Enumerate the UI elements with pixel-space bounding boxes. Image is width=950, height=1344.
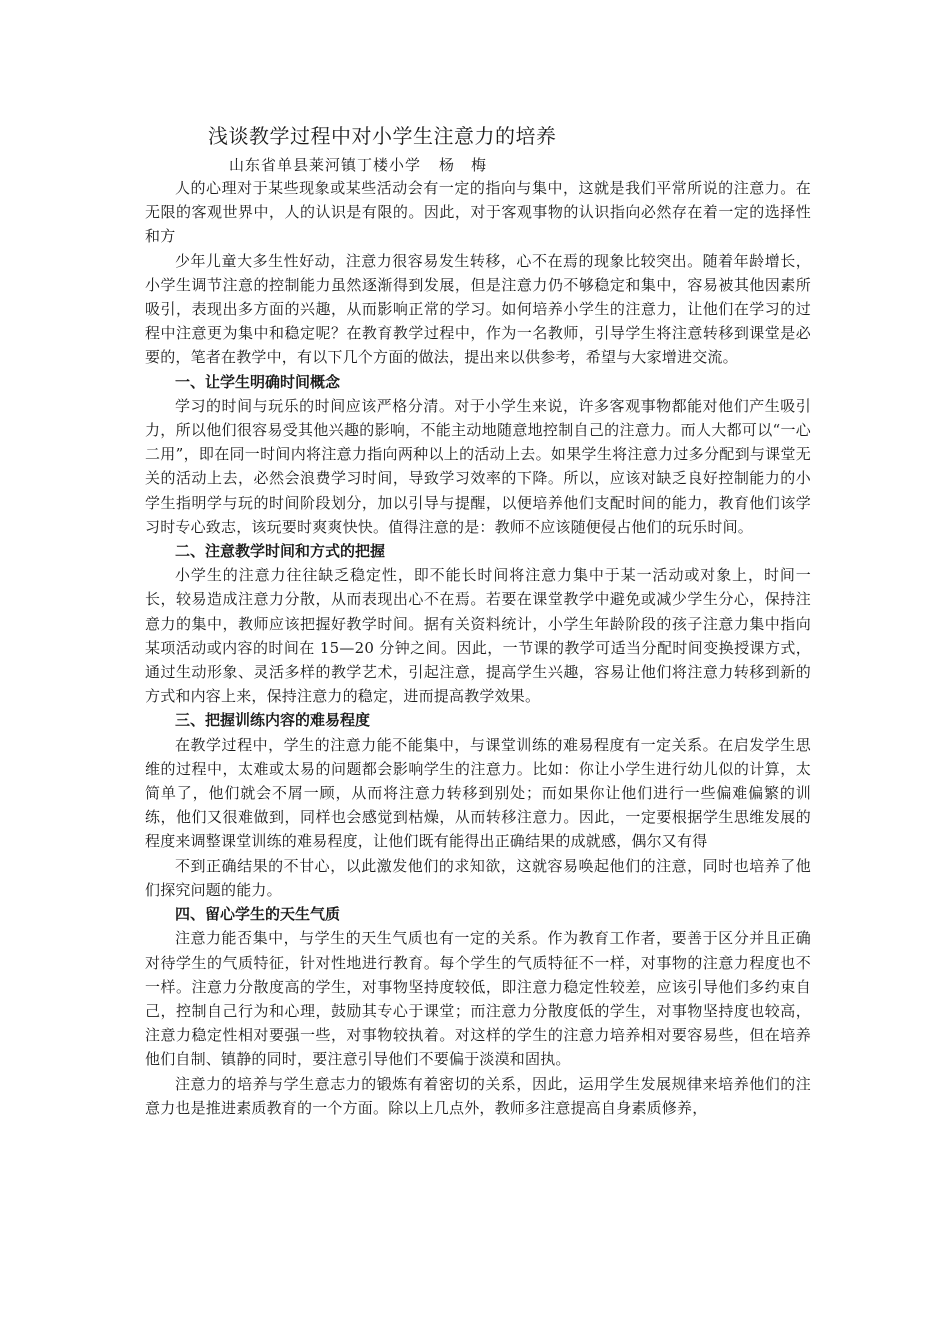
intro-paragraph: 少年儿童大多生性好动，注意力很容易发生转移，心不在焉的现象比较突出。随着年龄增长，小学生调节注意的控制能力虽然逐渐得到发展，但是注意力仍不够稳定和集中，容易被其他因素所吸引，表现出多方面的兴趣，从而影响正常的学习。如何培养小学生的注意力，让他们在学习的过程中注意更为集中和稳定呢？在教育教学过程中，作为一名教师，引导学生将注意转移到课堂是必要的，笔者在教学中，有以下几个方面的做法，提出来以供参考，希望与大家增进交流。 bbox=[145, 251, 811, 367]
section-heading: 三、把握训练内容的难易程度 bbox=[175, 711, 371, 730]
body-paragraph: 学习的时间与玩乐的时间应该严格分清。对于小学生来说，许多客观事物都能对他们产生吸引力，所以他们很容易受其他兴趣的影响，不能主动地随意地控制自己的注意力。而人大都可以“一心二用”，即在同一时间内将注意力指向两种以上的活动上去。如果学生将注意力过多分配到与课堂无关的活动上去，必然会浪费学习时间，导致学习效率的下降。所以，应该对缺乏良好控制能力的小学生指明学与玩的时间阶段划分，加以引导与提醒，以便培养他们支配时间的能力，教育他们该学习时专心致志，该玩要时爽爽快快。值得注意的是：教师不应该随便侵占他们的玩乐时间。 bbox=[145, 396, 811, 536]
body-paragraph: 小学生的注意力往往缺乏稳定性，即不能长时间将注意力集中于某一活动或对象上，时间一长，较易造成注意力分散，从而表现出心不在焉。若要在课堂教学中避免或减少学生分心，保持注意力的集中，教师应该把握好教学时间。据有关资料统计，小学生年龄阶段的孩子注意力集中指向某项活动或内容的时间在 15—20 分钟之间。因此，一节课的教学可适当分配时间变换授课方式，通过生动形象、灵活多样的教学艺术，引起注意，提高学生兴趣，容易让他们将注意力转移到新的方式和内容上来，保持注意力的稳定，进而提高教学效果。 bbox=[145, 566, 811, 706]
section-heading: 四、留心学生的天生气质 bbox=[175, 905, 341, 924]
document-title: 浅谈教学过程中对小学生注意力的培养 bbox=[208, 124, 557, 148]
document-page bbox=[145, 118, 811, 1120]
body-paragraph: 注意力的培养与学生意志力的锻炼有着密切的关系，因此，运用学生发展规律来培养他们的注意力也是推进素质教育的一个方面。除以上几点外，教师多注意提高自身素质修养， bbox=[145, 1074, 811, 1117]
author-name: 杨 梅 bbox=[439, 156, 488, 174]
author-school: 山东省单县莱河镇丁楼小学 bbox=[229, 156, 422, 174]
section-heading: 一、让学生明确时间概念 bbox=[175, 372, 341, 391]
intro-paragraph: 人的心理对于某些现象或某些活动会有一定的指向与集中，这就是我们平常所说的注意力。在无限的客观世界中，人的认识是有限的。因此，对于客观事物的认识指向必然存在着一定的选择性和方 bbox=[145, 179, 811, 246]
author-line bbox=[145, 154, 811, 176]
body-paragraph: 注意力能否集中，与学生的天生气质也有一定的关系。作为教育工作者，要善于区分并且正确对待学生的气质特征，针对性地进行教育。每个学生的气质特征不一样，对事物的注意力程度也不一样。注意力分散度高的学生，对事物坚持度较低，即注意力稳定性较差，应该引导他们多约束自己，控制自己行为和心理，鼓励其专心于课堂；而注意力分散度低的学生，对事物坚持度也较高，注意力稳定性相对要强一些，对事物较执着。对这样的学生的注意力培养相对要容易些，但在培养他们自制、镇静的同时，要注意引导他们不要偏于淡漠和固执。 bbox=[145, 929, 811, 1069]
body-paragraph: 不到正确结果的不甘心，以此激发他们的求知欲，这就容易唤起他们的注意，同时也培养了他们探究问题的能力。 bbox=[145, 856, 811, 899]
body-paragraph: 在教学过程中，学生的注意力能不能集中，与课堂训练的难易程度有一定关系。在启发学生思维的过程中，太难或太易的问题都会影响学生的注意力。比如：你让小学生进行幼儿似的计算，太简单了，他们就会不屑一顾，从而将注意力转移到别处；而如果你让他们进行一些偏难偏繁的训练，他们又很难做到，同样也会感觉到枯燥，从而转移注意力。因此，一定要根据学生思维发展的程度来调整课堂训练的难易程度，让他们既有能得出正确结果的成就感，偶尔又有得 bbox=[145, 735, 811, 851]
section-heading: 二、注意教学时间和方式的把握 bbox=[175, 542, 386, 561]
